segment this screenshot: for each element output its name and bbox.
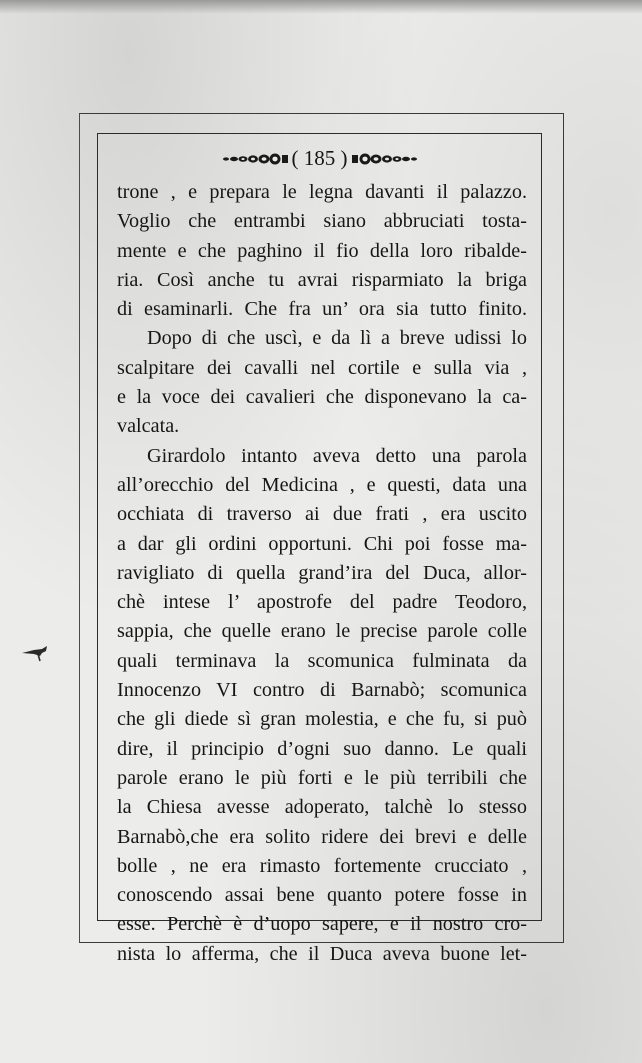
page-number: ( 185 ) (291, 146, 348, 170)
text-line: che gli diede sì gran molestia, e che fu, si può (117, 708, 527, 731)
page-header (97, 143, 542, 173)
text-line: nista lo afferma, che il Duca aveva buone let- (117, 942, 527, 965)
text-line: trone , e prepara le legna davanti il palazzo. (117, 181, 527, 203)
text-line: sappia, che quelle erano le precise parole colle (117, 620, 527, 643)
text-line: chè intese l’ apostrofe del padre Teodoro, (117, 591, 527, 614)
text-line: Dopo di che uscì, e da lì a breve udissi lo (147, 327, 527, 350)
text-line: esse. Perchè è d’uopo sapere, e il nostro cro- (117, 913, 527, 936)
text-line: Voglio che entrambi siano abbruciati tosta- (117, 210, 527, 233)
text-line: conoscendo assai bene quanto potere fosse in (117, 884, 527, 907)
text-line: parole erano le più forti e le più terribili che (117, 766, 527, 789)
text-line: Girardolo intanto aveva detto una parola (147, 444, 527, 467)
text-line: la Chiesa avesse adoperato, talchè lo stesso (117, 796, 527, 819)
body-text (117, 178, 527, 969)
text-line: quali terminava la scomunica fulminata da (117, 649, 527, 672)
left-vine-ornament-icon (220, 152, 290, 166)
text-line: bolle , ne era rimasto fortemente crucciato , (117, 854, 527, 877)
text-line: all’orecchio del Medicina , e questi, data una (117, 473, 527, 496)
right-vine-ornament-icon (350, 152, 420, 166)
text-line: di esaminarli. Che fra un’ ora sia tutto finito. (117, 298, 527, 321)
text-line: valcata. (117, 415, 180, 438)
text-line: ravigliato di quella grand’ira del Duca, allor- (117, 561, 527, 584)
text-line: scalpitare dei cavalli nel cortile e sulla via , (117, 356, 527, 379)
text-line: a dar gli ordini opportuni. Chi poi fosse ma- (117, 532, 527, 555)
scan-edge-shadow (0, 0, 642, 14)
text-line: occhiata di traverso ai due frati , era uscito (117, 503, 527, 526)
text-line: e la voce dei cavalieri che disponevano la ca- (117, 386, 527, 409)
text-line: Barnabò,che era solito ridere dei brevi e delle (117, 825, 527, 848)
text-line: mente e che paghino il fio della loro ribalde- (117, 239, 527, 262)
text-line: Innocenzo VI contro di Barnabò; scomunica (117, 679, 527, 702)
pointing-hand-icon (20, 640, 50, 664)
text-line: dire, il principio d’ogni suo danno. Le quali (117, 737, 527, 760)
text-line: ria. Così anche tu avrai risparmiato la briga (117, 268, 527, 291)
